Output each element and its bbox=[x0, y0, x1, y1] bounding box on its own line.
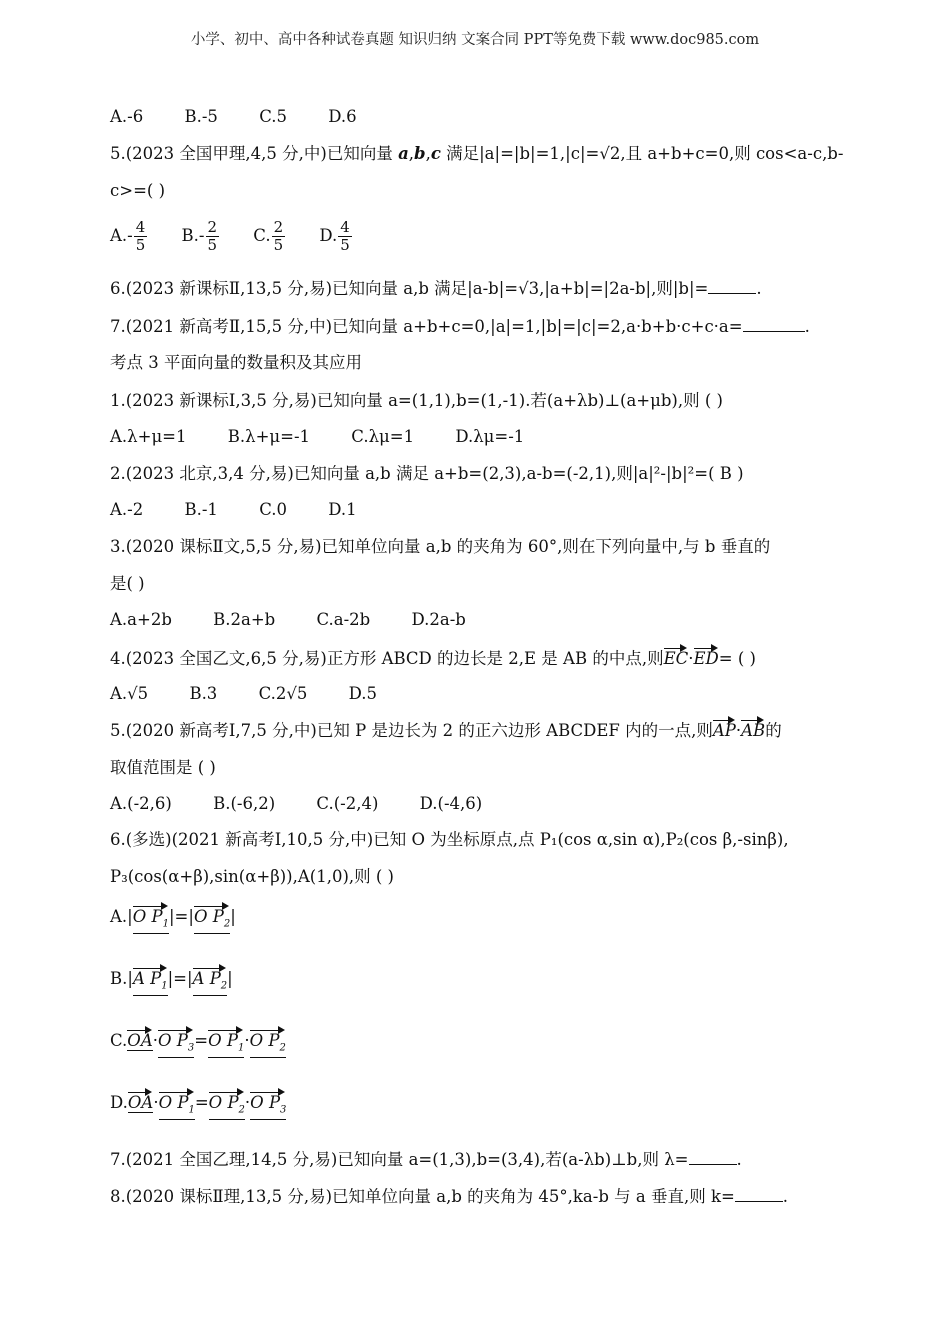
s4-stem: 4.(2023 全国乙文,6,5 分,易)正方形 ABCD 的边长是 2,E 是 AB 的中点,则EC·ED= ( ) bbox=[110, 644, 756, 672]
prev-question-options bbox=[110, 104, 357, 130]
q5-option-c: C. $\frac{2}{5}$ bbox=[253, 218, 284, 254]
answer-blank bbox=[708, 279, 756, 294]
s3-stem: 3.(2020 课标Ⅱ文,5,5 分,易)已知单位向量 a,b 的夹角为 60°,则在下列向量中,与 b 垂直的 bbox=[110, 537, 771, 556]
s2-options: A.-2 B.-1 C.0 D.1 bbox=[110, 500, 357, 519]
q5-stem: 5.(2023 全国甲理,4,5 分,中)已知向量 a,b,c 满足|a|=|b|=1,|c|=√2,且 a+b+c=0,则 cos<a-c,b- bbox=[110, 144, 844, 163]
q6-stem: 6.(2023 新课标Ⅱ,13,5 分,易)已知向量 a,b 满足|a-b|=√3,|a+b|=|2a-b|,则|b|= . bbox=[110, 279, 762, 298]
answer-blank bbox=[735, 1187, 783, 1202]
vector-ab: AB bbox=[741, 716, 765, 740]
option-a: A.-6 bbox=[110, 107, 144, 126]
s8-stem: 8.(2020 课标Ⅱ理,13,5 分,易)已知单位向量 a,b 的夹角为 45°,ka-b 与 a 垂直,则 k= . bbox=[110, 1187, 789, 1206]
s5-stem: 5.(2020 新高考Ⅰ,7,5 分,中)已知 P 是边长为 2 的正六边形 ABCDEF 内的一点,则AP·AB的 bbox=[110, 716, 782, 744]
answer-blank bbox=[743, 317, 805, 332]
s6-option-b: B.|A $P_1|=|A$ $P_2|$ bbox=[110, 964, 233, 996]
s7-stem: 7.(2021 全国乙理,14,5 分,易)已知向量 a=(1,3),b=(3,4),若(a-λb)⊥b,则 λ= . bbox=[110, 1150, 742, 1169]
s2-stem: 2.(2023 北京,3,4 分,易)已知向量 a,b 满足 a+b=(2,3),a-b=(-2,1),则|a|²-|b|²=( B ) bbox=[110, 464, 744, 483]
s6-stem: 6.(多选)(2021 新高考Ⅰ,10,5 分,中)已知 O 为坐标原点,点 P₁(cos α,sin α),P₂(cos β,-sinβ), bbox=[110, 830, 789, 849]
vector-ap: AP bbox=[713, 716, 736, 740]
q5-option-d: D. $\frac{4}{5}$ bbox=[319, 218, 350, 254]
q5-option-b: B.- $\frac{2}{5}$ bbox=[181, 218, 218, 254]
s6-option-c: C.OA·O $P_3=O$ $P_1\cdot O$ $P_2$ bbox=[110, 1026, 286, 1058]
option-d: D.6 bbox=[328, 107, 357, 126]
s3-stem-cont: 是( ) bbox=[110, 574, 145, 593]
q5-stem-cont: c>=( ) bbox=[110, 181, 166, 200]
s5-stem-cont: 取值范围是 ( ) bbox=[110, 758, 216, 777]
s3-options: A.a+2b B.2a+b C.a-2b D.2a-b bbox=[110, 610, 466, 629]
s4-options: A.√5 B.3 C.2√5 D.5 bbox=[110, 684, 377, 703]
section-title: 考点 3 平面向量的数量积及其应用 bbox=[110, 353, 362, 372]
option-c: C.5 bbox=[259, 107, 287, 126]
s1-stem: 1.(2023 新课标Ⅰ,3,5 分,易)已知向量 a=(1,1),b=(1,-1).若(a+λb)⊥(a+μb),则 ( ) bbox=[110, 391, 723, 410]
q7-stem: 7.(2021 新高考Ⅱ,15,5 分,中)已知向量 a+b+c=0,|a|=1,|b|=|c|=2,a·b+b·c+c·a= . bbox=[110, 317, 810, 336]
q5-option-a: A.- $\frac{4}{5}$ bbox=[110, 218, 146, 254]
answer-blank bbox=[689, 1150, 737, 1165]
s6-option-a: A.|O $P_1|=|O$ $P_2|$ bbox=[110, 902, 236, 934]
s5-options: A.(-2,6) B.(-6,2) C.(-2,4) D.(-4,6) bbox=[110, 794, 483, 813]
vector-ed: ED bbox=[694, 644, 719, 668]
option-b: B.-5 bbox=[184, 107, 218, 126]
s6-option-d: D.OA·O $P_1=O$ $P_2\cdot O$ $P_3$ bbox=[110, 1088, 286, 1120]
page-header: 小学、初中、高中各种试卷真题 知识归纳 文案合同 PPT等免费下载 www.doc985.com bbox=[190, 32, 760, 48]
vector-ec: EC bbox=[664, 644, 689, 668]
s6-stem-cont: P₃(cos(α+β),sin(α+β)),A(1,0),则 ( ) bbox=[110, 867, 394, 886]
s1-options: A.λ+μ=1 B.λ+μ=-1 C.λμ=1 D.λμ=-1 bbox=[110, 427, 525, 446]
q5-options bbox=[110, 216, 353, 256]
